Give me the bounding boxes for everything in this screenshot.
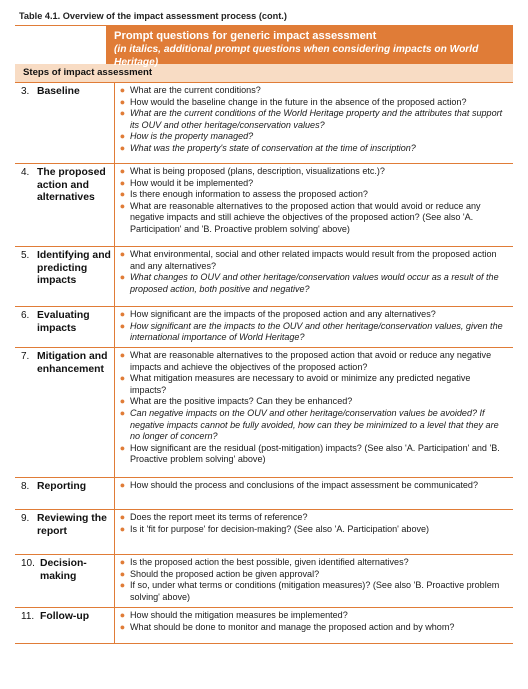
prompt-question: What is being proposed (plans, description, visualizations etc.)?: [130, 166, 385, 176]
list-item: [115, 350, 509, 373]
list-item: [115, 610, 509, 622]
step-label: Evaluating impacts: [37, 310, 90, 334]
list-item: [115, 321, 509, 344]
list-item: [115, 569, 509, 581]
prompt-question: Is it 'fit for purpose' for decision-making? (See also 'A. Participation' above): [130, 523, 430, 534]
step-label: Mitigation and enhancement: [37, 351, 108, 375]
step-cell: [15, 510, 114, 554]
prompt-cell: [114, 555, 513, 607]
step-number: 7.: [21, 351, 30, 362]
step-number: 6.: [21, 310, 30, 321]
bullet-icon: ●: [119, 189, 126, 200]
prompt-question: How would it be implemented?: [130, 177, 254, 188]
list-item: [115, 189, 509, 201]
bullet-icon: ●: [119, 272, 126, 283]
list-item: [115, 85, 509, 97]
step-cell: [15, 307, 114, 347]
list-item: [115, 524, 509, 536]
prompt-cell: [114, 247, 513, 306]
list-item: [115, 512, 509, 524]
header-prompt-cell: [106, 26, 513, 68]
prompt-cell: [114, 307, 513, 347]
list-item: [115, 396, 509, 408]
prompt-question: What are reasonable alternatives to the proposed action that avoid or reduce any negative impacts and achieve the objectives of the proposed action?: [130, 350, 492, 372]
prompt-question: What are the positive impacts? Can they be enhanced?: [130, 396, 353, 407]
prompt-question: Should the proposed action be given approval?: [130, 568, 320, 579]
step-number: 10.: [21, 558, 35, 569]
list-item: [115, 201, 509, 236]
table-row: [15, 247, 513, 307]
bullet-icon: ●: [119, 610, 126, 620]
table-row: [15, 608, 513, 644]
table-row: [15, 555, 513, 608]
prompt-cell: [114, 510, 513, 554]
bullet-icon: ●: [119, 249, 126, 259]
table-row: [15, 478, 513, 510]
prompt-question: Does the report meet its terms of reference?: [130, 512, 308, 522]
prompt-question: What environmental, social and other related impacts would result from the proposed action and any alternatives?: [130, 249, 497, 271]
list-item: [115, 97, 509, 109]
bullet-icon: ●: [119, 373, 126, 384]
list-item: [115, 272, 509, 295]
prompt-cell: [114, 608, 513, 643]
prompt-cell: [114, 83, 513, 163]
list-item: [115, 443, 509, 466]
bullet-icon: ●: [119, 96, 126, 107]
prompt-question: How significant are the impacts to the OUV and other heritage/conservation values, given the international importance of World Heritage?: [130, 320, 503, 343]
header-subtitle: (in italics, additional prompt questions when considering impacts on World Heritage): [114, 44, 479, 68]
bullet-icon: ●: [119, 621, 126, 632]
prompt-question: What changes to OUV and other heritage/conservation values would occur as a result of the proposed action, both positive and negative?: [130, 272, 499, 294]
impact-assessment-table: [15, 25, 513, 644]
step-label: The proposed action and alternatives: [37, 167, 106, 204]
step-cell: [15, 348, 114, 477]
list-item: [115, 480, 509, 492]
table-body: [15, 83, 513, 644]
header-title: Prompt questions for generic impact assessment: [114, 30, 377, 42]
bullet-icon: ●: [119, 442, 126, 453]
bullet-icon: ●: [119, 142, 126, 153]
bullet-icon: ●: [119, 350, 126, 360]
bullet-icon: ●: [119, 480, 126, 490]
table-row: [15, 164, 513, 247]
prompt-cell: [114, 478, 513, 509]
list-item: [115, 622, 509, 634]
step-number: 4.: [21, 167, 30, 178]
step-cell: [15, 555, 114, 607]
step-number: 9.: [21, 513, 30, 524]
list-item: [115, 309, 509, 321]
step-cell: [15, 164, 114, 246]
step-label: Baseline: [37, 86, 80, 97]
prompt-question: How should the mitigation measures be implemented?: [130, 610, 348, 620]
bullet-icon: ●: [119, 523, 126, 534]
table-row: [15, 307, 513, 348]
bullet-icon: ●: [119, 177, 126, 188]
prompt-question: How significant are the residual (post-mitigation) impacts? (See also 'A. Participation' and 'B. Proactive problem solving' above): [130, 442, 500, 465]
bullet-icon: ●: [119, 131, 126, 142]
bullet-icon: ●: [119, 200, 126, 211]
header-blank-cell: [15, 26, 106, 64]
prompt-question: Is the proposed action the best possible, given identified alternatives?: [130, 557, 409, 567]
bullet-icon: ●: [119, 320, 126, 331]
table-row: [15, 83, 513, 164]
bullet-icon: ●: [119, 557, 126, 567]
list-item: [115, 131, 509, 143]
step-number: 11.: [21, 611, 35, 622]
steps-header: Steps of impact assessment: [15, 64, 513, 83]
list-item: [115, 166, 509, 178]
step-label: Follow-up: [40, 611, 90, 622]
step-cell: [15, 83, 114, 163]
prompt-question: What are the current conditions of the World Heritage property and the attributes that support its OUV and other heritage/conservation values?: [130, 108, 503, 130]
step-label: Reporting: [37, 481, 87, 492]
prompt-question: How should the process and conclusions of the impact assessment be communicated?: [130, 480, 478, 490]
prompt-question: How significant are the impacts of the proposed action and any alternatives?: [130, 309, 436, 319]
step-number: 5.: [21, 250, 30, 261]
bullet-icon: ●: [119, 396, 126, 407]
bullet-icon: ●: [119, 580, 126, 591]
bullet-icon: ●: [119, 85, 126, 95]
prompt-question: What mitigation measures are necessary to avoid or minimize any predicted negative impacts?: [130, 373, 471, 395]
prompt-question: What should be done to monitor and manage the proposed action and by whom?: [130, 621, 455, 632]
bullet-icon: ●: [119, 512, 126, 522]
prompt-question: How is the property managed?: [130, 131, 254, 142]
table-caption: Table 4.1. Overview of the impact assessment process (cont.): [19, 11, 287, 21]
bullet-icon: ●: [119, 309, 126, 319]
step-label: Identifying and predicting impacts: [37, 250, 111, 287]
table-header: [15, 26, 513, 68]
prompt-question: What are the current conditions?: [130, 85, 261, 95]
prompt-question: Is there enough information to assess the proposed action?: [130, 189, 368, 200]
table-row: [15, 348, 513, 478]
list-item: [115, 580, 509, 603]
step-cell: [15, 247, 114, 306]
step-number: 8.: [21, 481, 30, 492]
prompt-question: What are reasonable alternatives to the proposed action that would avoid or reduce any negative impacts and still achieve the objectives of the proposed action? (See also 'A. Participation' and 'B. Proactive problem solving' above): [130, 200, 481, 234]
prompt-question: How would the baseline change in the future in the absence of the proposed action?: [130, 96, 467, 107]
list-item: [115, 249, 509, 272]
bullet-icon: ●: [119, 108, 126, 119]
list-item: [115, 408, 509, 443]
bullet-icon: ●: [119, 568, 126, 579]
list-item: [115, 373, 509, 396]
prompt-question: Can negative impacts on the OUV and other heritage/conservation values be avoided? If negative impacts cannot be fully avoided, how can they be minimized to a level that they are no longer of concern?: [130, 407, 499, 442]
prompt-question: What was the property's state of conservation at the time of inscription?: [130, 142, 416, 153]
step-label: Decision-making: [40, 558, 87, 582]
bullet-icon: ●: [119, 407, 126, 418]
table-row: [15, 510, 513, 555]
list-item: [115, 178, 509, 190]
prompt-cell: [114, 164, 513, 246]
bullet-icon: ●: [119, 166, 126, 176]
step-label: Reviewing the report: [37, 513, 107, 537]
list-item: [115, 108, 509, 131]
list-item: [115, 143, 509, 155]
prompt-question: If so, under what terms or conditions (mitigation measures)? (See also 'B. Proactive problem solving' above): [130, 580, 500, 602]
list-item: [115, 557, 509, 569]
prompt-cell: [114, 348, 513, 477]
step-cell: [15, 478, 114, 509]
step-cell: [15, 608, 114, 643]
step-number: 3.: [21, 86, 30, 97]
